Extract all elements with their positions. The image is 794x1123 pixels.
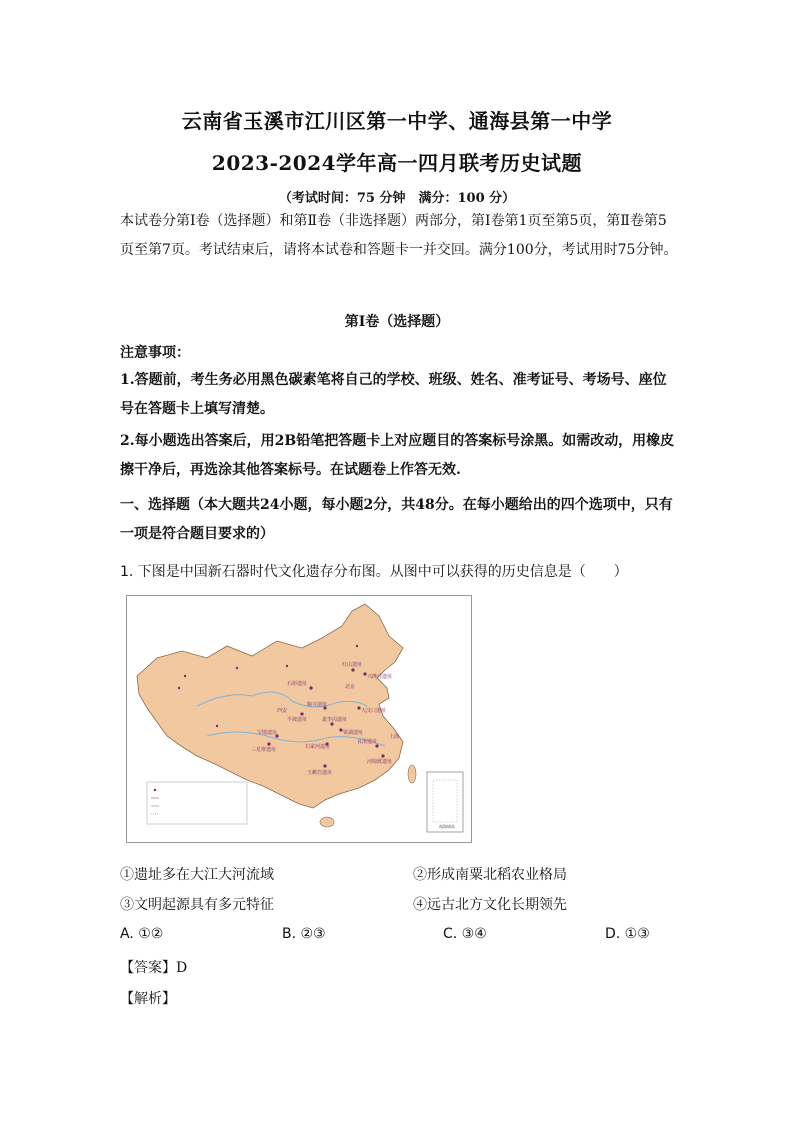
hainan-island	[320, 817, 334, 827]
south-china-sea-inset	[427, 772, 463, 832]
svg-text:三星堆遗址: 三星堆遗址	[251, 747, 277, 753]
inset-label: 南海诸岛	[439, 824, 455, 829]
svg-text:大汶口遗址: 大汶口遗址	[361, 708, 387, 714]
note-1: 1.答题前，考生务必用黑色碳素笔将自己的学校、班级、姓名、准考证号、考场号、座位号在答题卡上填写清楚。	[120, 372, 667, 417]
svg-text:北京: 北京	[345, 684, 356, 690]
answer-label: 【答案】D	[120, 960, 188, 976]
svg-text:石峁遗址: 石峁遗址	[287, 681, 308, 687]
svg-text:兴隆洼遗址: 兴隆洼遗址	[367, 674, 393, 680]
svg-text:良渚遗址: 良渚遗址	[357, 739, 378, 745]
statement-2: ②形成南粟北稻农业格局	[413, 867, 567, 883]
svg-text:西安: 西安	[277, 708, 288, 714]
choice-a: A. ①②	[120, 926, 164, 942]
choice-b: B. ②③	[282, 926, 326, 942]
note-2: 2.每小题选出答案后，用2B铅笔把答题卡上对应题目的答案标号涂黑。如需改动，用橡皮擦干净后，再选涂其他答案标号。在试题卷上作答无效.	[120, 433, 675, 478]
map-legend	[147, 782, 247, 824]
exam-info: （考试时间：75 分钟 满分：100 分）	[278, 191, 516, 206]
svg-text:玉蟾岩遗址: 玉蟾岩遗址	[307, 770, 333, 776]
china-land-shape	[137, 604, 403, 808]
statement-3: ③文明起源具有多元特征	[120, 897, 274, 913]
part-heading: 一、选择题（本大题共24小题，每小题2分，共48分。在每小题给出的四个选项中，只有一项是符合题目要求的）	[120, 497, 673, 542]
neolithic-sites-map	[126, 595, 472, 843]
intro-paragraph: 本试卷分第Ⅰ卷（选择题）和第Ⅱ卷（非选择题）两部分，第Ⅰ卷第1页至第5页，第Ⅱ卷第5页至第7页。考试结束后，请将本试卷和答题卡一并交回。满分100分，考试用时75分钟。	[120, 213, 678, 258]
svg-text:裴李岗遗址: 裴李岗遗址	[322, 717, 348, 723]
svg-text:陶寺遗址: 陶寺遗址	[307, 702, 328, 708]
svg-text:河姆渡遗址: 河姆渡遗址	[367, 759, 393, 765]
taiwan-island	[408, 765, 416, 783]
question-1: 1. 下图是中国新石器时代文化遗存分布图。从图中可以获得的历史信息是（ ）	[120, 564, 628, 580]
statement-1: ①遗址多在大江大河流域	[120, 867, 274, 883]
title-line-2: 2023-2024学年高一四月联考历史试题	[211, 151, 583, 175]
title-line-1: 云南省玉溪市江川区第一中学、通海县第一中学	[181, 109, 613, 133]
svg-text:半坡遗址: 半坡遗址	[287, 717, 308, 723]
analysis-label: 【解析】	[120, 991, 176, 1007]
svg-text:红山遗址: 红山遗址	[342, 662, 363, 668]
statement-4: ④远古北方文化长期领先	[413, 897, 567, 913]
choice-c: C. ③④	[443, 926, 487, 942]
svg-text:宝墩遗址: 宝墩遗址	[257, 730, 278, 736]
notes-heading: 注意事项：	[120, 345, 190, 361]
svg-text:上海: 上海	[389, 734, 400, 740]
section-title: 第Ⅰ卷（选择题）	[344, 314, 450, 330]
svg-text:贾湖遗址: 贾湖遗址	[343, 730, 364, 736]
svg-text:石家河遗址: 石家河遗址	[305, 744, 331, 750]
choice-d: D. ①③	[605, 926, 650, 942]
